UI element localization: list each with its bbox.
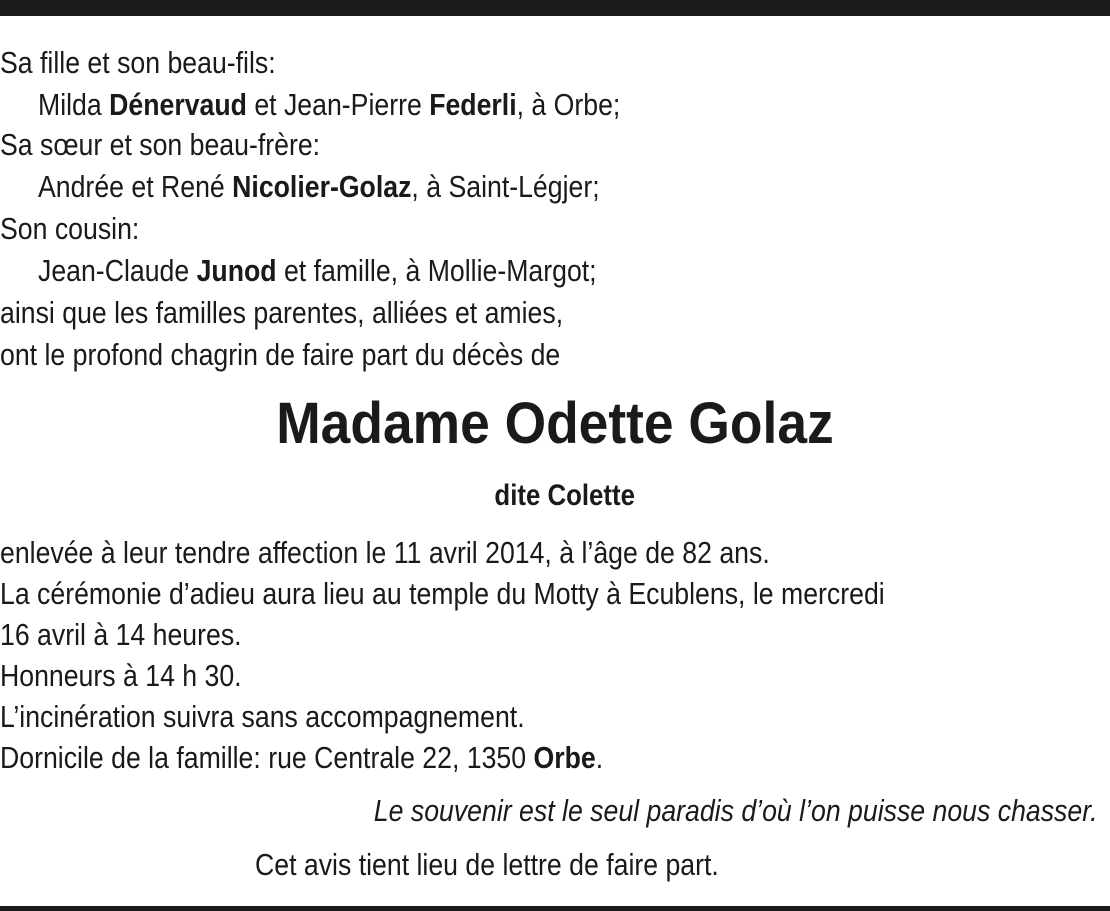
details-line-5 bbox=[0, 698, 525, 736]
family-line-2-text-e: , à Orbe; bbox=[516, 87, 621, 122]
details-line-3-text: 16 avril à 14 heures. bbox=[0, 617, 242, 652]
family-line-8-text: ont le profond chagrin de faire part du décès de bbox=[0, 337, 561, 372]
family-heading-cousin: Son cousin: bbox=[0, 211, 140, 246]
details-line-5-text: L’incinération suivra sans accompagnement. bbox=[0, 699, 525, 734]
family-line-7-text: ainsi que les familles parentes, alliées et amies, bbox=[0, 295, 564, 330]
family-line-1 bbox=[0, 44, 276, 82]
family-name-denervaud: Dénervaud bbox=[109, 87, 247, 122]
family-heading-daughter: Sa fille et son beau-fils: bbox=[0, 45, 276, 80]
top-border bbox=[0, 0, 1110, 16]
family-line-8 bbox=[0, 336, 560, 374]
deceased-alias bbox=[0, 478, 1110, 514]
family-line-6 bbox=[38, 252, 597, 290]
details-line-2 bbox=[0, 575, 885, 613]
details-line-4-text: Honneurs à 14 h 30. bbox=[0, 658, 242, 693]
family-line-3 bbox=[0, 126, 320, 164]
memorial-quote-text: Le souvenir est le seul paradis d’où l’on puisse nous chasser. bbox=[374, 793, 1098, 828]
family-line-5 bbox=[0, 210, 139, 248]
family-name-nicolier-golaz: Nicolier-Golaz bbox=[232, 169, 412, 204]
details-line-6 bbox=[0, 739, 603, 777]
family-heading-sister: Sa sœur et son beau-frère: bbox=[0, 127, 321, 162]
details-line-3 bbox=[0, 616, 242, 654]
deceased-name bbox=[0, 392, 1110, 456]
deceased-alias-text: dite Colette bbox=[494, 479, 636, 512]
family-line-2-text-c: et Jean-Pierre bbox=[246, 87, 430, 122]
details-line-6-text-a: Dornicile de la famille: rue Centrale 22, 1350 bbox=[0, 740, 534, 775]
details-city-orbe: Orbe bbox=[533, 740, 596, 775]
deceased-name-text: Madame Odette Golaz bbox=[276, 391, 834, 456]
closing-note-text: Cet avis tient lieu de lettre de faire part. bbox=[255, 847, 719, 882]
details-line-1-text: enlevée à leur tendre affection le 11 avril 2014, à l’âge de 82 ans. bbox=[0, 535, 770, 570]
family-line-4-text-c: , à Saint-Légjer; bbox=[411, 169, 600, 204]
details-line-2-text: La cérémonie d’adieu aura lieu au temple du Motty à Ecublens, le mercredi bbox=[0, 576, 885, 611]
family-line-6-text-a: Jean-Claude bbox=[38, 253, 197, 288]
family-name-federli: Federli bbox=[429, 87, 517, 122]
family-line-2 bbox=[38, 86, 620, 124]
family-line-6-text-c: et famille, à Mollie-Margot; bbox=[276, 253, 597, 288]
closing-note bbox=[255, 846, 719, 884]
details-line-1 bbox=[0, 534, 770, 572]
family-line-4-text-a: Andrée et René bbox=[38, 169, 233, 204]
family-line-4 bbox=[38, 168, 600, 206]
details-line-6-text-c: . bbox=[595, 740, 604, 775]
bottom-border bbox=[0, 906, 1110, 911]
memorial-quote bbox=[374, 792, 1098, 830]
details-line-4 bbox=[0, 657, 242, 695]
family-line-2-text-a: Milda bbox=[38, 87, 110, 122]
family-line-7 bbox=[0, 294, 563, 332]
family-name-junod: Junod bbox=[196, 253, 277, 288]
